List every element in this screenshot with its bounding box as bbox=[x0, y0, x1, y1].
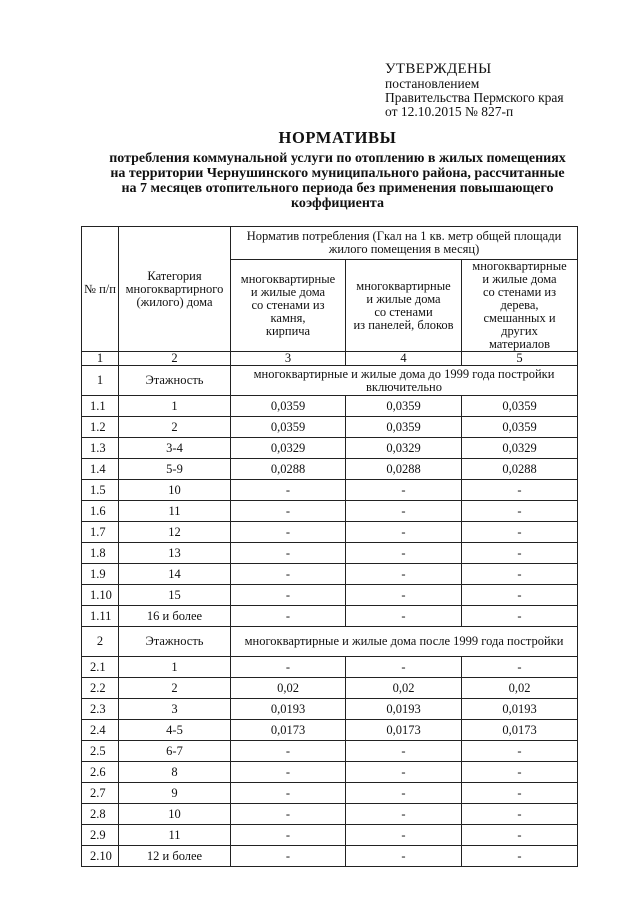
row-value-stone: - bbox=[231, 825, 346, 846]
row-value-panel: - bbox=[346, 657, 462, 678]
row-num: 1.8 bbox=[82, 543, 119, 564]
row-value-panel: - bbox=[346, 606, 462, 627]
row-value-panel: 0,0193 bbox=[346, 699, 462, 720]
row-value-wood: - bbox=[462, 825, 578, 846]
header-category: Категория многоквартирного (жилого) дома bbox=[119, 227, 231, 352]
approval-line-2: постановлением bbox=[385, 76, 480, 91]
row-value-wood: 0,0193 bbox=[462, 699, 578, 720]
table-row bbox=[82, 846, 578, 867]
row-value-panel: 0,02 bbox=[346, 678, 462, 699]
row-value-wood: 0,0288 bbox=[462, 459, 578, 480]
table-row bbox=[82, 585, 578, 606]
row-floors: 2 bbox=[119, 678, 231, 699]
header-wood-mixed: многоквартирные и жилые дома со стенами из дерева, смешанных и других материалов bbox=[462, 260, 578, 352]
row-floors: 5-9 bbox=[119, 459, 231, 480]
row-value-wood: - bbox=[462, 480, 578, 501]
row-value-stone: 0,0193 bbox=[231, 699, 346, 720]
table-row bbox=[82, 438, 578, 459]
document-title bbox=[60, 128, 615, 211]
table-row bbox=[82, 543, 578, 564]
row-num: 2.3 bbox=[82, 699, 119, 720]
title-sub-2: на территории Чернушинского муниципального района, рассчитанные bbox=[110, 166, 565, 181]
row-floors: 15 bbox=[119, 585, 231, 606]
row-value-wood: 0,0359 bbox=[462, 396, 578, 417]
row-num: 1.6 bbox=[82, 501, 119, 522]
row-floors: 13 bbox=[119, 543, 231, 564]
norms-table bbox=[81, 226, 578, 867]
row-value-wood: 0,0173 bbox=[462, 720, 578, 741]
row-value-panel: 0,0288 bbox=[346, 459, 462, 480]
row-floors: 8 bbox=[119, 762, 231, 783]
row-num: 2.1 bbox=[82, 657, 119, 678]
table-row bbox=[82, 501, 578, 522]
table-row bbox=[82, 783, 578, 804]
row-num: 2.8 bbox=[82, 804, 119, 825]
row-value-wood: - bbox=[462, 564, 578, 585]
section-row bbox=[82, 366, 578, 396]
row-value-wood: - bbox=[462, 846, 578, 867]
row-value-wood: - bbox=[462, 783, 578, 804]
row-value-panel: - bbox=[346, 762, 462, 783]
row-value-stone: - bbox=[231, 657, 346, 678]
row-value-stone: - bbox=[231, 762, 346, 783]
table-row bbox=[82, 741, 578, 762]
row-value-stone: - bbox=[231, 585, 346, 606]
row-value-stone: - bbox=[231, 606, 346, 627]
section-num: 1 bbox=[82, 366, 119, 396]
title-sub-1: потребления коммунальной услуги по отоплению в жилых помещениях bbox=[109, 151, 566, 166]
row-value-stone: - bbox=[231, 741, 346, 762]
row-value-stone: 0,0329 bbox=[231, 438, 346, 459]
row-value-stone: - bbox=[231, 783, 346, 804]
row-value-wood: - bbox=[462, 522, 578, 543]
row-value-stone: 0,0359 bbox=[231, 396, 346, 417]
row-floors: 2 bbox=[119, 417, 231, 438]
header-stone-brick: многоквартирные и жилые дома со стенами из камня, кирпича bbox=[231, 260, 346, 352]
title-sub-3: на 7 месяцев отопительного периода без применения повышающего bbox=[121, 181, 554, 196]
row-floors: 16 и более bbox=[119, 606, 231, 627]
row-value-panel: - bbox=[346, 543, 462, 564]
row-num: 2.6 bbox=[82, 762, 119, 783]
row-value-wood: 0,0359 bbox=[462, 417, 578, 438]
row-value-stone: - bbox=[231, 846, 346, 867]
approval-stamp bbox=[385, 62, 625, 119]
row-value-panel: - bbox=[346, 501, 462, 522]
row-value-stone: - bbox=[231, 501, 346, 522]
row-value-panel: - bbox=[346, 522, 462, 543]
row-value-panel: 0,0359 bbox=[346, 417, 462, 438]
row-num: 2.2 bbox=[82, 678, 119, 699]
approval-line-3: Правительства Пермского края bbox=[385, 90, 564, 105]
row-value-wood: 0,0329 bbox=[462, 438, 578, 459]
row-value-wood: - bbox=[462, 585, 578, 606]
table-row bbox=[82, 459, 578, 480]
row-value-wood: - bbox=[462, 657, 578, 678]
row-value-wood: - bbox=[462, 741, 578, 762]
row-floors: 4-5 bbox=[119, 720, 231, 741]
row-value-panel: - bbox=[346, 783, 462, 804]
table-row bbox=[82, 417, 578, 438]
row-floors: 10 bbox=[119, 804, 231, 825]
row-value-stone: 0,0173 bbox=[231, 720, 346, 741]
row-value-wood: - bbox=[462, 543, 578, 564]
row-num: 1.10 bbox=[82, 585, 119, 606]
row-num: 2.5 bbox=[82, 741, 119, 762]
row-value-wood: - bbox=[462, 762, 578, 783]
row-value-wood: - bbox=[462, 804, 578, 825]
header-num: № п/п bbox=[82, 227, 119, 352]
row-floors: 3-4 bbox=[119, 438, 231, 459]
section-num: 2 bbox=[82, 627, 119, 657]
row-value-stone: 0,0288 bbox=[231, 459, 346, 480]
section-description: многоквартирные и жилые дома после 1999 года постройки bbox=[231, 627, 578, 657]
row-num: 2.10 bbox=[82, 846, 119, 867]
table-row bbox=[82, 396, 578, 417]
row-num: 1.1 bbox=[82, 396, 119, 417]
row-num: 1.4 bbox=[82, 459, 119, 480]
row-value-panel: - bbox=[346, 480, 462, 501]
row-value-wood: - bbox=[462, 501, 578, 522]
table-row bbox=[82, 678, 578, 699]
row-value-panel: - bbox=[346, 564, 462, 585]
row-num: 1.3 bbox=[82, 438, 119, 459]
row-floors: 14 bbox=[119, 564, 231, 585]
row-num: 2.7 bbox=[82, 783, 119, 804]
table-row bbox=[82, 606, 578, 627]
row-value-stone: 0,0359 bbox=[231, 417, 346, 438]
row-value-panel: - bbox=[346, 741, 462, 762]
row-value-wood: 0,02 bbox=[462, 678, 578, 699]
row-value-panel: - bbox=[346, 804, 462, 825]
row-floors: 10 bbox=[119, 480, 231, 501]
section-label: Этажность bbox=[119, 627, 231, 657]
row-floors: 11 bbox=[119, 825, 231, 846]
approval-line-1: УТВЕРЖДЕНЫ bbox=[385, 61, 492, 77]
table-row bbox=[82, 699, 578, 720]
row-value-stone: - bbox=[231, 480, 346, 501]
row-num: 1.7 bbox=[82, 522, 119, 543]
row-value-stone: 0,02 bbox=[231, 678, 346, 699]
table-row bbox=[82, 804, 578, 825]
table-row bbox=[82, 825, 578, 846]
row-value-stone: - bbox=[231, 564, 346, 585]
row-value-wood: - bbox=[462, 606, 578, 627]
row-floors: 12 и более bbox=[119, 846, 231, 867]
section-label: Этажность bbox=[119, 366, 231, 396]
header-panel-block: многоквартирные и жилые дома со стенами из панелей, блоков bbox=[346, 260, 462, 352]
row-num: 2.9 bbox=[82, 825, 119, 846]
row-value-panel: - bbox=[346, 825, 462, 846]
row-num: 1.2 bbox=[82, 417, 119, 438]
row-num: 1.9 bbox=[82, 564, 119, 585]
row-floors: 1 bbox=[119, 396, 231, 417]
title-sub-4: коэффициента bbox=[291, 196, 384, 211]
row-floors: 3 bbox=[119, 699, 231, 720]
row-value-panel: 0,0359 bbox=[346, 396, 462, 417]
row-num: 1.5 bbox=[82, 480, 119, 501]
title-main: НОРМАТИВЫ bbox=[278, 128, 397, 147]
row-value-panel: 0,0329 bbox=[346, 438, 462, 459]
column-index-row: 1 2 3 4 5 bbox=[82, 352, 578, 366]
table-row bbox=[82, 522, 578, 543]
section-description: многоквартирные и жилые дома до 1999 года постройки включительно bbox=[231, 366, 578, 396]
row-value-panel: - bbox=[346, 846, 462, 867]
table-row bbox=[82, 564, 578, 585]
row-value-stone: - bbox=[231, 804, 346, 825]
table-row bbox=[82, 657, 578, 678]
table-header-row bbox=[82, 227, 578, 260]
row-floors: 9 bbox=[119, 783, 231, 804]
row-value-panel: 0,0173 bbox=[346, 720, 462, 741]
row-num: 2.4 bbox=[82, 720, 119, 741]
approval-line-4: от 12.10.2015 № 827-п bbox=[385, 104, 514, 119]
row-value-stone: - bbox=[231, 543, 346, 564]
table-row bbox=[82, 762, 578, 783]
row-value-stone: - bbox=[231, 522, 346, 543]
row-floors: 11 bbox=[119, 501, 231, 522]
row-floors: 1 bbox=[119, 657, 231, 678]
table-row bbox=[82, 720, 578, 741]
row-value-panel: - bbox=[346, 585, 462, 606]
row-floors: 12 bbox=[119, 522, 231, 543]
table-row bbox=[82, 480, 578, 501]
row-floors: 6-7 bbox=[119, 741, 231, 762]
header-norm: Норматив потребления (Гкал на 1 кв. метр общей площади жилого помещения в месяц) bbox=[231, 227, 578, 260]
section-row bbox=[82, 627, 578, 657]
row-num: 1.11 bbox=[82, 606, 119, 627]
